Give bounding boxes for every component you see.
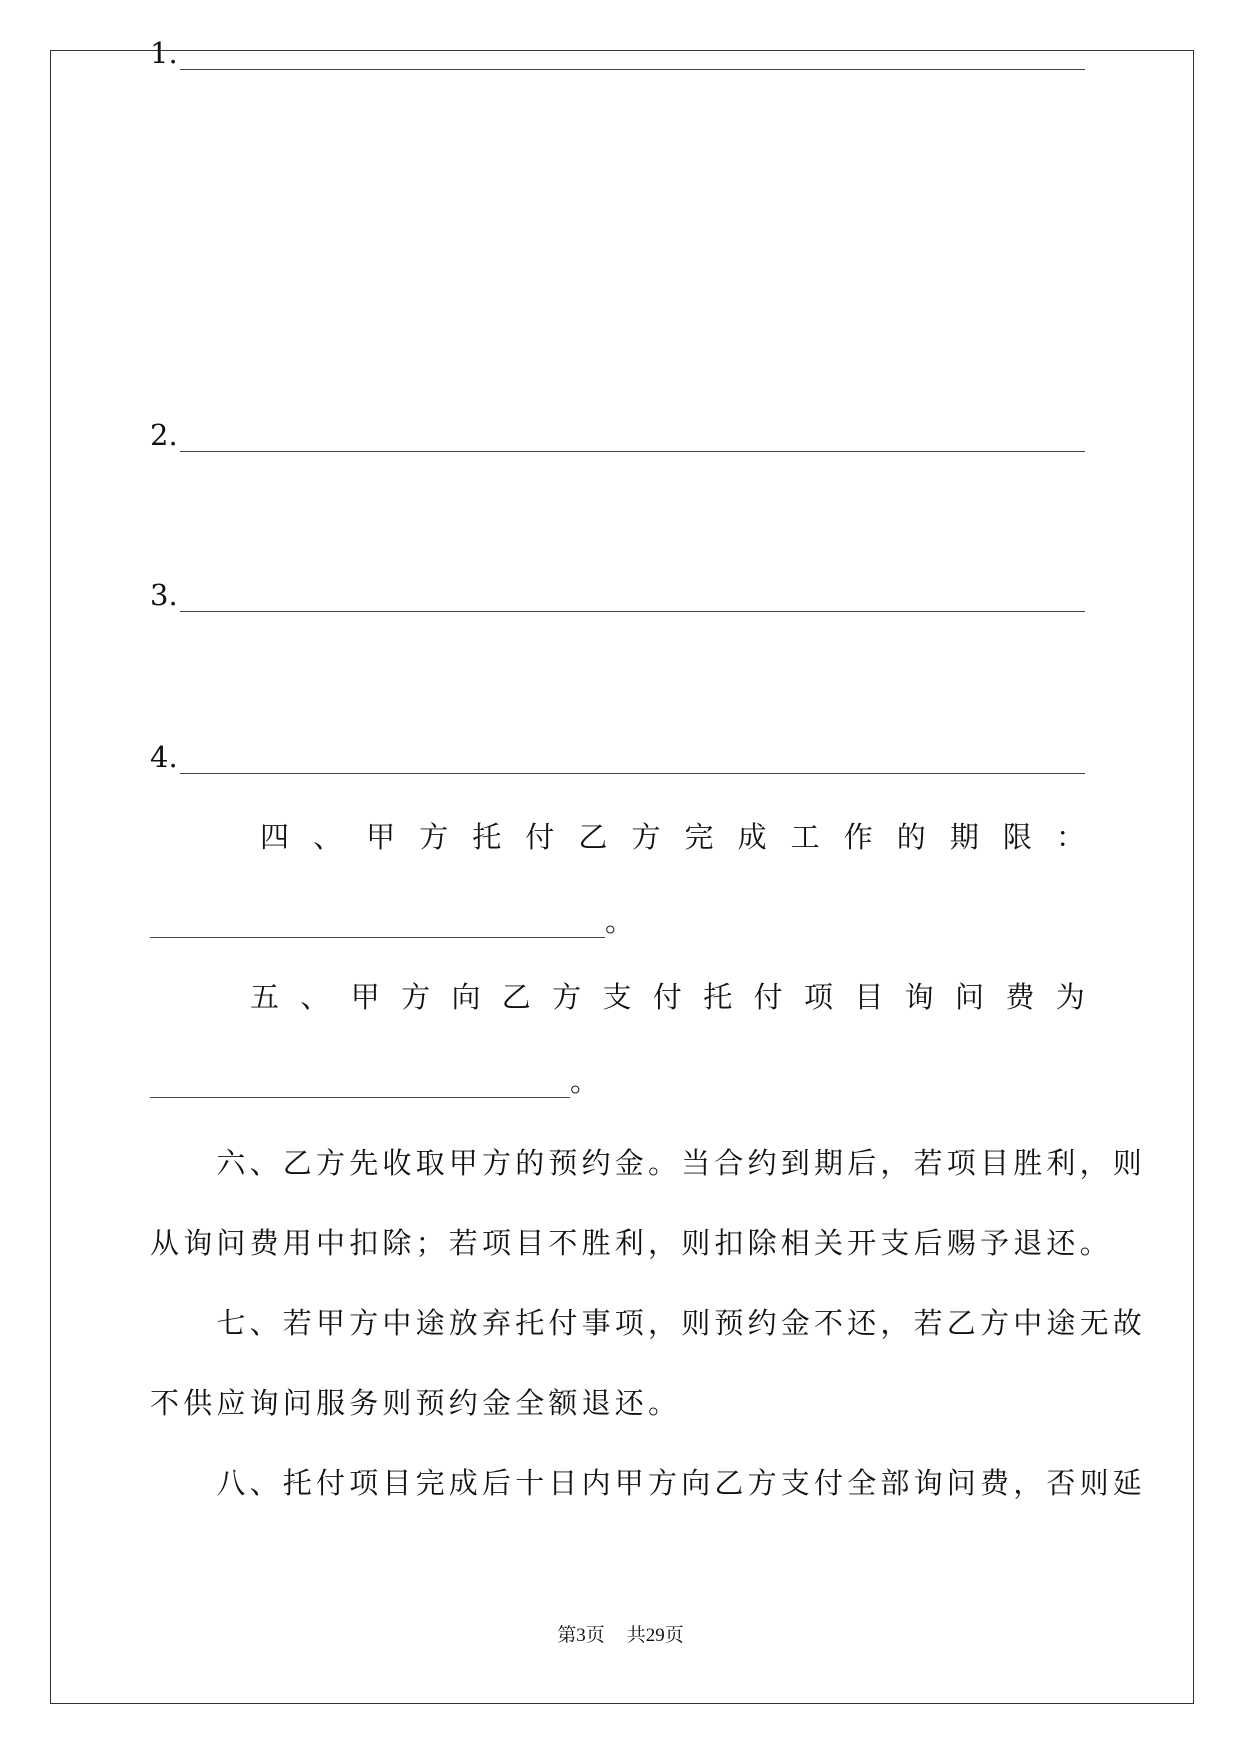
heading-char: 付 [753, 980, 783, 1014]
heading-char: 限 [1002, 820, 1032, 854]
heading-char: 托 [703, 980, 733, 1014]
paragraph-6-line-1: 六、乙方先收取甲方的预约金。当合约到期后，若项目胜利，则 [150, 1146, 1147, 1180]
page-border [50, 50, 1194, 1704]
fee-blank[interactable] [150, 1073, 570, 1098]
heading-char: 方 [419, 820, 449, 854]
heading-char: 乙 [578, 820, 608, 854]
deadline-blank[interactable] [150, 913, 605, 938]
item-number: 2. [150, 418, 178, 452]
heading-char: 五 [250, 980, 280, 1014]
heading-char: 费 [1005, 980, 1035, 1014]
heading-char: 付 [525, 820, 555, 854]
paragraph-8-line-1: 八、托付项目完成后十日内甲方向乙方支付全部询问费，否则延 [150, 1466, 1147, 1500]
heading-char: 托 [472, 820, 502, 854]
heading-char: 工 [790, 820, 820, 854]
fill-in-blank[interactable] [180, 425, 1085, 452]
item-number: 1. [150, 36, 178, 70]
heading-char: 、 [313, 820, 343, 854]
total-prefix: 共 [626, 1625, 646, 1646]
blank-line-item-1 [150, 36, 1085, 70]
heading-char: 成 [737, 820, 767, 854]
page-footer [0, 1624, 1241, 1648]
blank-line-item-3 [150, 578, 1085, 612]
heading-char: 付 [652, 980, 682, 1014]
section-4-heading [150, 820, 1085, 854]
heading-char: 方 [401, 980, 431, 1014]
heading-char: 询 [904, 980, 934, 1014]
item-number: 3. [150, 578, 178, 612]
heading-char: 方 [631, 820, 661, 854]
paragraph-7-line-2: 不供应询问服务则预约金全额退还。 [150, 1386, 682, 1420]
paragraph-6-line-2: 从询问费用中扣除；若项目不胜利，则扣除相关开支后赐予退还。 [150, 1226, 1113, 1260]
heading-char: 甲 [366, 820, 396, 854]
period-mark: 。 [570, 1064, 600, 1098]
heading-char: 期 [949, 820, 979, 854]
page-suffix: 页 [585, 1625, 605, 1646]
item-number: 4. [150, 740, 178, 774]
page-prefix: 第 [557, 1625, 577, 1646]
heading-char: 项 [803, 980, 833, 1014]
heading-char: 的 [896, 820, 926, 854]
heading-char: 甲 [350, 980, 380, 1014]
heading-char: 为 [1055, 980, 1085, 1014]
section-4-blank-row [150, 904, 634, 938]
fill-in-blank[interactable] [180, 747, 1085, 774]
heading-char: 问 [955, 980, 985, 1014]
paragraph-7-line-1: 七、若甲方中途放弃托付事项，则预约金不还，若乙方中途无故 [150, 1306, 1147, 1340]
total-page-number: 29 [645, 1625, 665, 1646]
current-page-number: 3 [576, 1625, 586, 1646]
heading-char: 乙 [501, 980, 531, 1014]
heading-char: ： [1055, 820, 1085, 854]
heading-char: 、 [300, 980, 330, 1014]
blank-line-item-2 [150, 418, 1085, 452]
blank-line-item-4 [150, 740, 1085, 774]
section-5-blank-row [150, 1064, 599, 1098]
heading-char: 四 [260, 820, 290, 854]
heading-char: 向 [451, 980, 481, 1014]
heading-char: 目 [854, 980, 884, 1014]
heading-char: 完 [684, 820, 714, 854]
fill-in-blank[interactable] [180, 43, 1085, 70]
period-mark: 。 [605, 904, 635, 938]
total-suffix: 页 [664, 1625, 684, 1646]
heading-char: 支 [602, 980, 632, 1014]
fill-in-blank[interactable] [180, 585, 1085, 612]
heading-char: 方 [552, 980, 582, 1014]
section-5-heading [150, 980, 1085, 1014]
heading-char: 作 [843, 820, 873, 854]
